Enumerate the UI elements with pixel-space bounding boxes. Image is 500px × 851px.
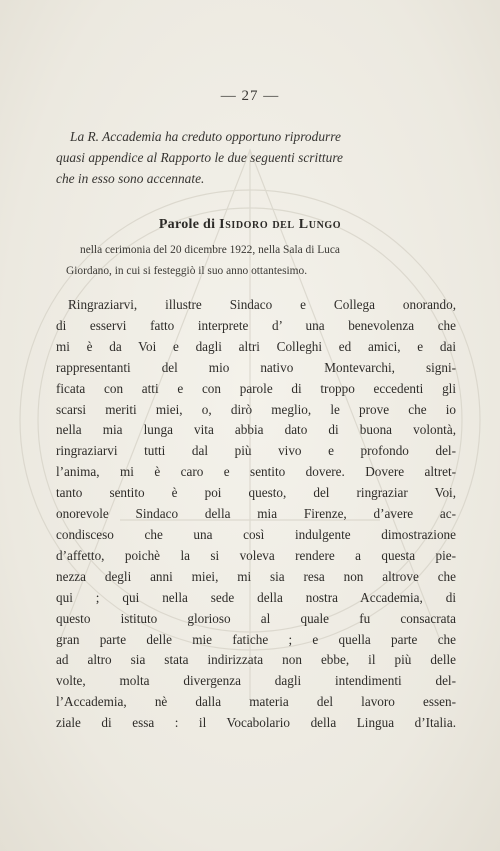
body-line: Ringraziarvi, illustre Sindaco e Collega onorando, <box>68 297 456 312</box>
body-line: l’Accademia, nè dalla materia del lavoro essen- <box>56 694 456 710</box>
body-line: di esservi fatto interprete d’ una benevolenza che <box>56 317 456 333</box>
body-line: ficata con atti e con parole di troppo eccedenti gli <box>56 380 456 396</box>
body-paragraph <box>56 295 456 734</box>
page-number: — 27 — <box>220 88 280 104</box>
heading-prefix: Parole di <box>158 217 216 232</box>
body-line: ad altro sia stata indirizzata non ebbe, il più delle <box>56 652 456 668</box>
intro-line: La R. Accademia ha creduto opportuno riprodurre <box>70 129 341 144</box>
body-line: gran parte delle mie fatiche ; e quella parte che <box>56 631 456 647</box>
body-line: tanto sentito è poi questo, del ringraziar Voi, <box>56 485 456 501</box>
section-heading <box>0 217 500 233</box>
body-line: nella mia lunga vita abbia dato di buona volontà, <box>56 422 456 438</box>
body-line: qui ; qui nella sede della nostra Accademia, di <box>56 589 456 605</box>
body-line: nezza degli anni miei, mi sia resa non altrove che <box>56 568 456 584</box>
section-subtitle <box>66 240 456 282</box>
intro-line: quasi appendice al Rapporto le due seguenti scritture <box>56 150 343 165</box>
intro-line: che in esso sono accennate. <box>56 171 205 186</box>
body-line: ringraziarvi tutti dal più vivo e profondo del- <box>56 443 456 459</box>
body-line: questo istituto glorioso al quale fu consacrata <box>56 610 456 626</box>
intro-paragraph <box>56 126 456 189</box>
body-line: rappresentanti del mio nativo Montevarchi, signi- <box>56 359 456 375</box>
body-line: scarsi meriti miei, o, dirò meglio, le prove che io <box>56 401 456 417</box>
body-line: ziale di essa : il Vocabolario della Lingua d’Italia. <box>56 715 456 731</box>
heading-author-name: Isidoro del Lungo <box>219 217 342 232</box>
subtitle-line: Giordano, in cui si festeggiò il suo anno ottantesimo. <box>66 265 308 277</box>
body-line: l’anima, mi è caro e sentito dovere. Dovere altret- <box>56 464 456 480</box>
body-line: mi è da Voi e dagli altri Colleghi ed amici, e dai <box>56 338 456 354</box>
body-line: onorevole Sindaco della mia Firenze, d’avere ac- <box>56 506 456 522</box>
body-line: condisceso che una così indulgente dimostrazione <box>56 526 456 542</box>
subtitle-line: nella cerimonia del 20 dicembre 1922, nella Sala di Luca <box>80 244 340 256</box>
body-line: volte, molta divergenza dagli intendimenti del- <box>56 673 456 689</box>
body-line: d’affetto, poichè la si voleva rendere a questa pie- <box>56 547 456 563</box>
